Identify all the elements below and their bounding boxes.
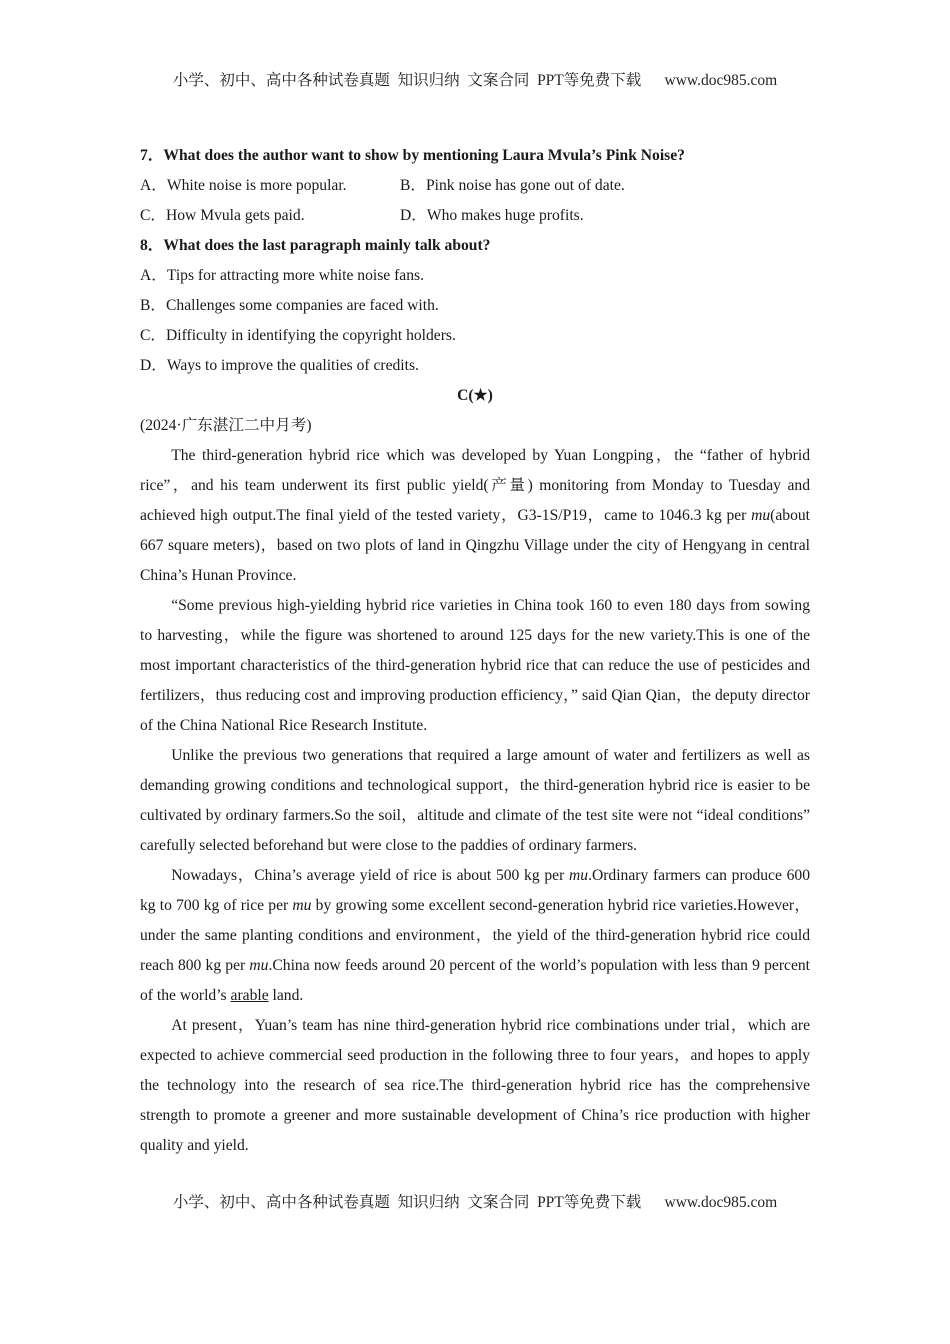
p4-unit-mu-1: mu bbox=[569, 867, 589, 884]
p1-tail: (about 667 square meters)，based on two plots of land in Qingzhu Village under the city of Hengyang in central China’s Hunan Province. bbox=[140, 507, 810, 584]
question-7-options-row-1 bbox=[140, 171, 810, 201]
document-body bbox=[140, 141, 810, 1161]
question-7-option-d: D．Who makes huge profits. bbox=[400, 207, 584, 224]
passage-paragraph-2: “Some previous high-yielding hybrid rice varieties in China took 160 to even 180 days from sowing to harvesting，while the figure was shortened to around 125 days for the new variety.This is one of the most important characteristics of the third-generation hybrid rice that can reduce the use of pesticides and fertilizers，thus reducing cost and improving production efficiency，” said Qian Qian，the deputy director of the China National Rice Research Institute. bbox=[140, 597, 810, 734]
page-footer: 小学、初中、高中各种试卷真题 知识归纳 文案合同 PPT等免费下载 www.doc985.com bbox=[172, 1194, 778, 1211]
passage-paragraph-4 bbox=[140, 861, 810, 1011]
p1-text: The third-generation hybrid rice which was developed by Yuan Longping，the “father of hybrid rice”，and his team underwent its first public yield(产量) monitoring from Monday to Tuesday and achieved high output.The final yield of the tested variety，G3-1S/P19，came to 1046.3 kg per bbox=[140, 447, 810, 524]
question-8-stem: 8．What does the last paragraph mainly talk about? bbox=[140, 237, 491, 254]
passage-paragraph-3: Unlike the previous two generations that required a large amount of water and fertilizers as well as demanding growing conditions and technological support，the third-generation hybrid rice is easier to be cultivated by ordinary farmers.So the soil，altitude and climate of the test site were not “ideal conditions” carefully selected beforehand but were close to the paddies of ordinary farmers. bbox=[140, 747, 810, 854]
question-7-stem: 7．What does the author want to show by mentioning Laura Mvula’s Pink Noise? bbox=[140, 147, 685, 164]
question-8-option-a: A．Tips for attracting more white noise fans. bbox=[140, 267, 424, 284]
question-8-option-b: B．Challenges some companies are faced with. bbox=[140, 297, 439, 314]
question-8-option-d: D．Ways to improve the qualities of credits. bbox=[140, 357, 419, 374]
passage-paragraph-1 bbox=[140, 441, 810, 591]
p4-part-a: Nowadays，China’s average yield of rice is about 500 kg per bbox=[171, 867, 569, 884]
p4-unit-mu-3: mu bbox=[249, 957, 269, 974]
question-7-option-c: C．How Mvula gets paid. bbox=[140, 207, 305, 224]
question-7-option-a: A．White noise is more popular. bbox=[140, 177, 347, 194]
question-7-option-b: B．Pink noise has gone out of date. bbox=[400, 177, 625, 194]
question-8-option-c: C．Difficulty in identifying the copyright holders. bbox=[140, 327, 456, 344]
question-7-options-row-2 bbox=[140, 201, 810, 231]
section-label: C(★) bbox=[457, 387, 493, 404]
p4-part-e: land. bbox=[268, 987, 304, 1004]
p4-unit-mu-2: mu bbox=[292, 897, 312, 914]
p4-part-c: by growing some excellent second-generation hybrid rice varieties.However，under the same planting conditions and environment，the yield of the third-generation hybrid rice could reach 800 kg per bbox=[140, 897, 811, 974]
p4-part-d: .China now feeds around 20 percent of the world’s population with less than 9 percent of the world’s bbox=[140, 957, 811, 1004]
passage-paragraph-5: At present，Yuan’s team has nine third-generation hybrid rice combinations under trial，which are expected to achieve commercial seed production in the following three to four years，and hopes to apply the technology into the research of sea rice.The third-generation hybrid rice has the comprehensive strength to promote a greener and more sustainable development of China’s rice production with higher quality and yield. bbox=[140, 1017, 810, 1154]
passage-source: (2024·广东湛江二中月考) bbox=[140, 417, 312, 434]
p1-unit-mu: mu bbox=[751, 507, 771, 524]
page-header: 小学、初中、高中各种试卷真题 知识归纳 文案合同 PPT等免费下载 www.doc985.com bbox=[172, 72, 778, 89]
p4-part-b: .Ordinary farmers can produce 600 kg to 700 kg of rice per bbox=[140, 867, 810, 914]
underlined-word-arable: arable bbox=[230, 987, 269, 1004]
